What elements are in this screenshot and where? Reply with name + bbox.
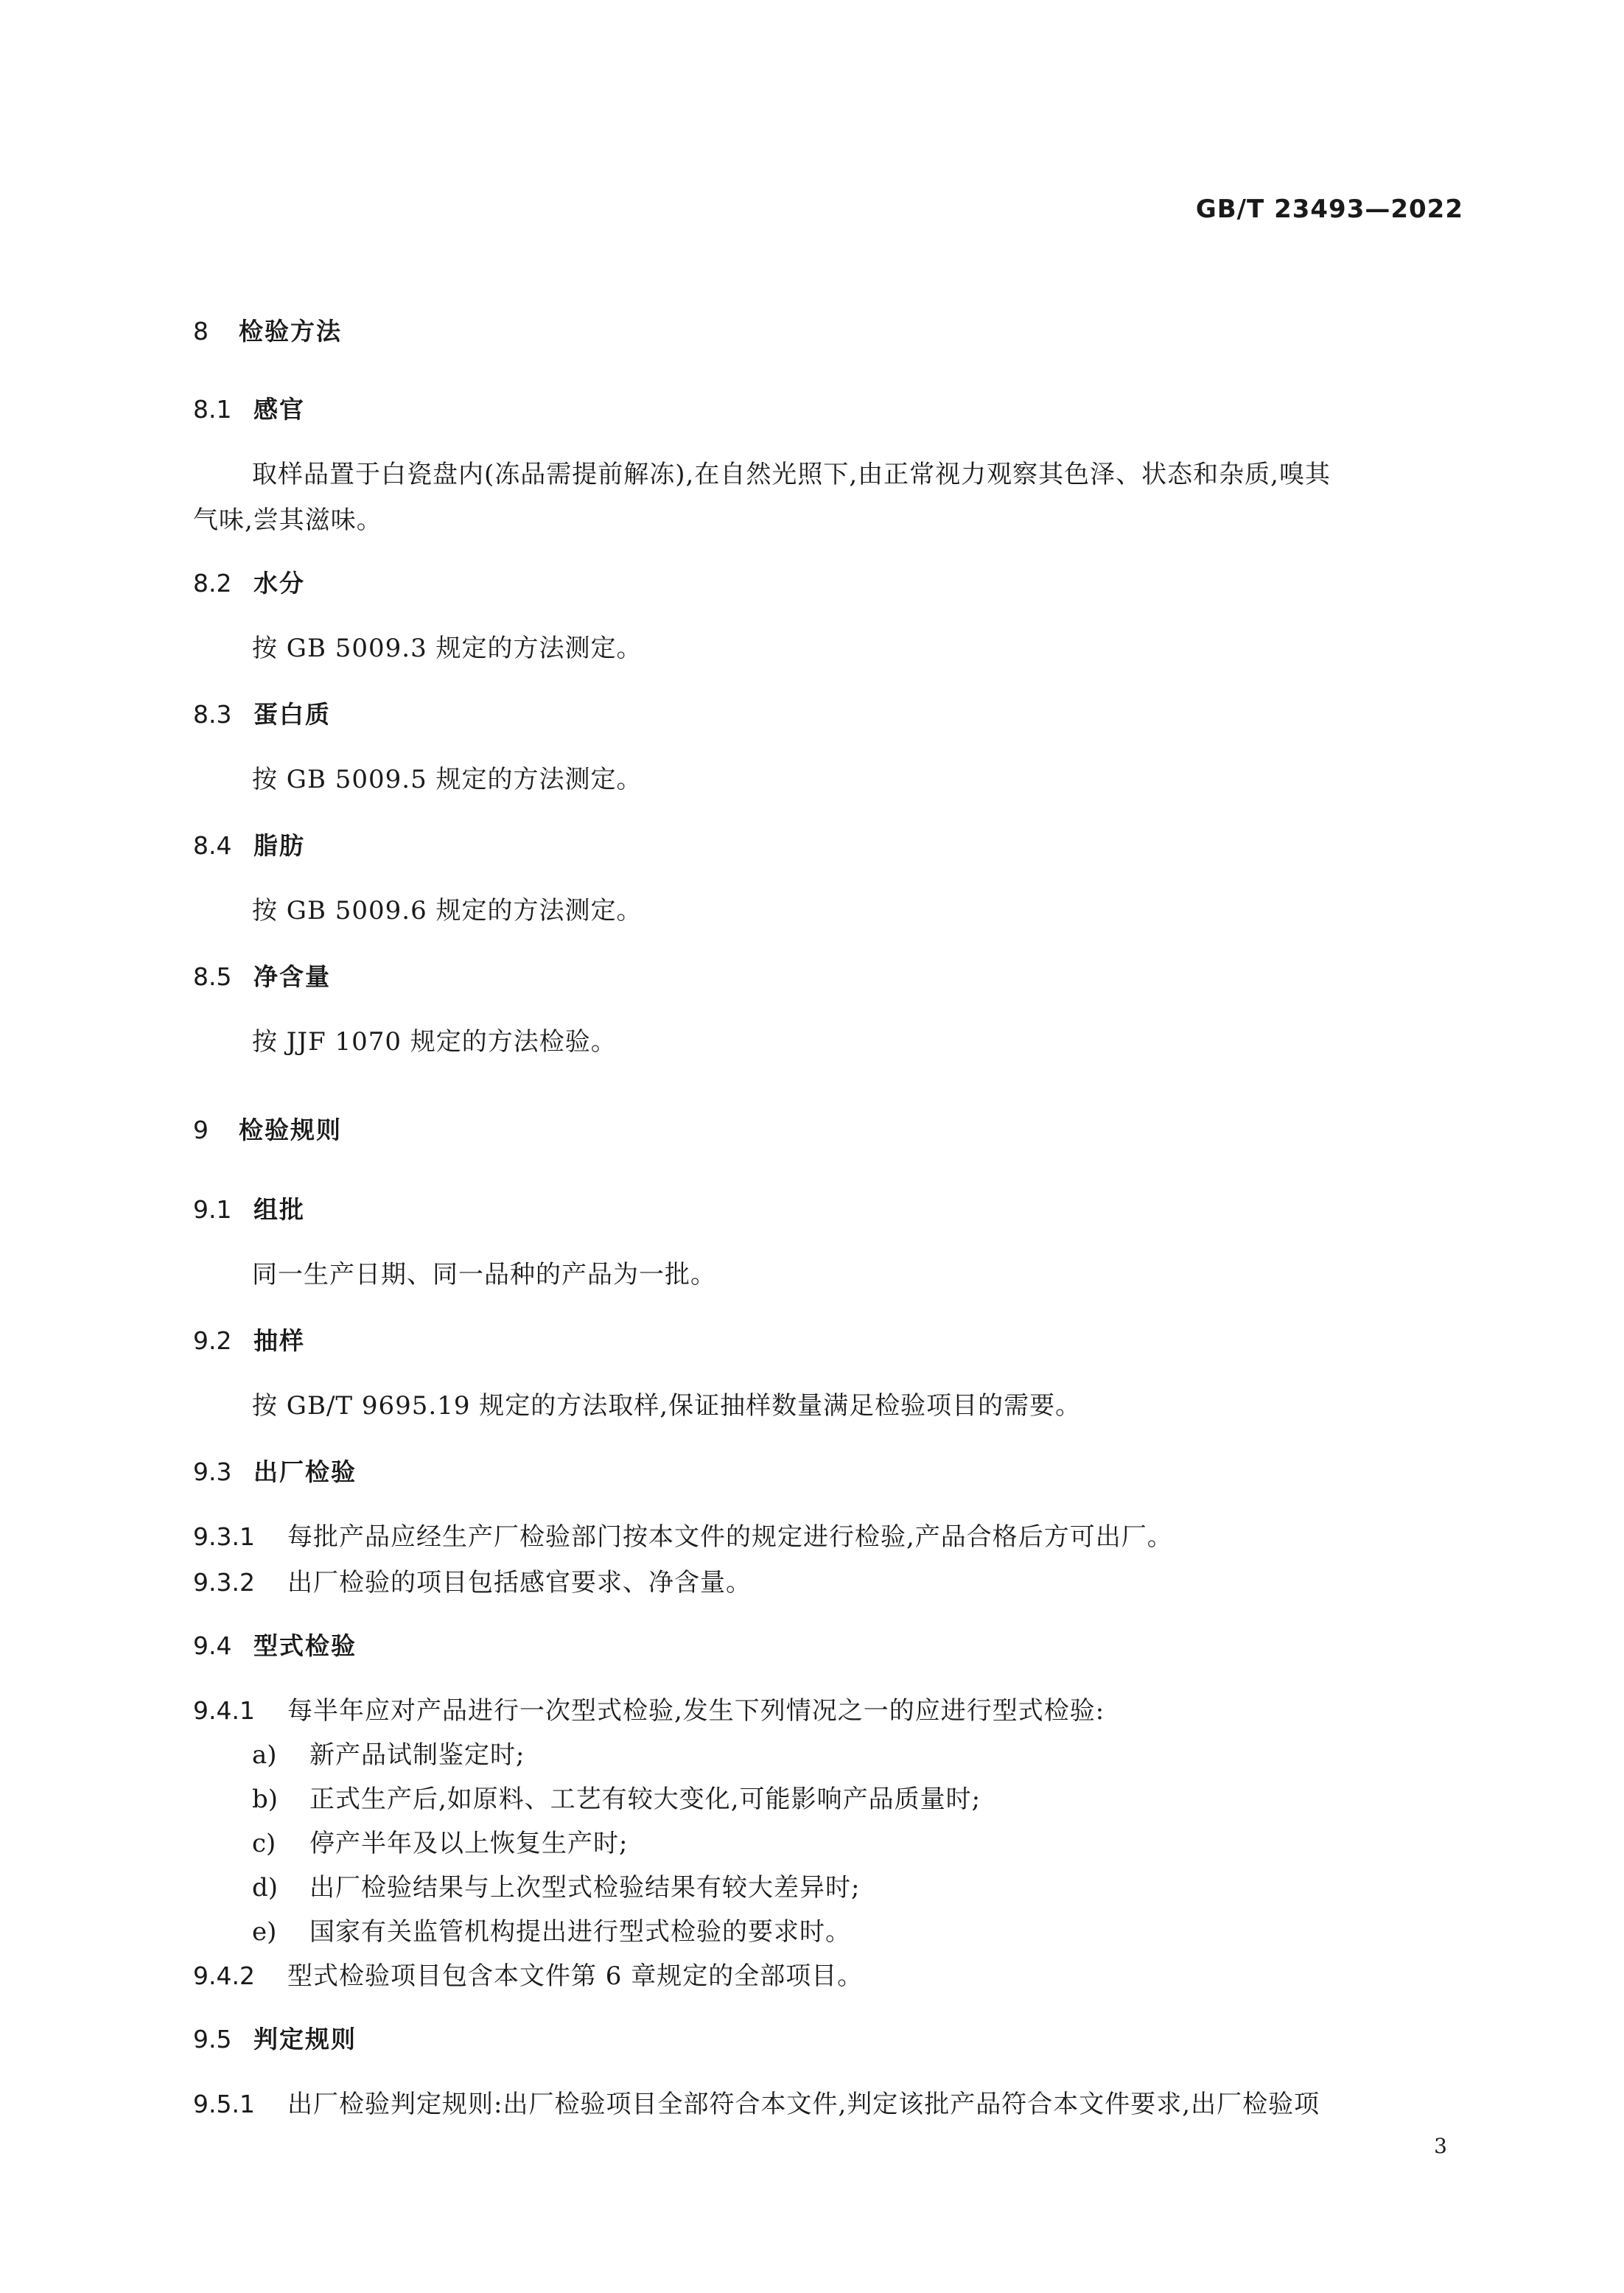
section-number: 9.3 [193, 1457, 232, 1486]
section-8-2-heading [193, 561, 1463, 606]
section-number: 8.3 [193, 700, 232, 729]
list-item-text: 正式生产后,如原料、工艺有较大变化,可能影响产品质量时; [309, 1785, 981, 1814]
section-9-2-paragraph: 按 GB/T 9695.19 规定的方法取样,保证抽样数量满足检验项目的需要。 [252, 1391, 1082, 1421]
list-item [252, 1777, 1463, 1821]
standard-code: GB/T 23493—2022 [1195, 195, 1463, 224]
section-title: 水分 [253, 569, 305, 598]
list-item-text: 新产品试制鉴定时; [309, 1740, 525, 1770]
section-8-3-paragraph: 按 GB 5009.5 规定的方法测定。 [252, 765, 643, 794]
list-item [252, 1821, 1463, 1866]
section-number: 8.5 [193, 962, 232, 991]
section-title: 型式检验 [253, 1631, 357, 1660]
clause-text: 出厂检验的项目包括感官要求、净含量。 [287, 1568, 752, 1597]
section-8-4-heading [193, 824, 1463, 868]
section-8-4-paragraph: 按 GB 5009.6 规定的方法测定。 [252, 896, 643, 925]
section-9-3-heading [193, 1450, 1463, 1494]
list-item-text: 出厂检验结果与上次型式检验结果有较大差异时; [309, 1873, 861, 1902]
clause-9-4-1 [193, 1689, 1463, 1733]
list-item-label: c) [252, 1829, 276, 1858]
list-item-label: d) [252, 1873, 279, 1902]
section-8-1-heading [193, 388, 1463, 432]
section-8-3-heading [193, 693, 1463, 737]
section-8-2-paragraph: 按 GB 5009.3 规定的方法测定。 [252, 634, 643, 663]
section-title: 判定规则 [253, 2025, 357, 2054]
clause-text: 每批产品应经生产厂检验部门按本文件的规定进行检验,产品合格后方可出厂。 [287, 1522, 1173, 1552]
clause-text: 每半年应对产品进行一次型式检验,发生下列情况之一的应进行型式检验: [287, 1696, 1105, 1726]
list-item-label: b) [252, 1785, 279, 1814]
clause-text: 出厂检验判定规则:出厂检验项目全部符合本文件,判定该批产品符合本文件要求,出厂检验项 [287, 2090, 1320, 2119]
section-9-1-heading [193, 1188, 1463, 1232]
section-8-1-paragraph-line-2: 气味,尝其滋味。 [193, 505, 382, 535]
page-number: 3 [1434, 2134, 1447, 2158]
section-title: 净含量 [253, 962, 331, 991]
section-number: 9.2 [193, 1326, 232, 1355]
clause-9-4-2 [193, 1954, 1463, 1998]
section-number: 8.1 [193, 395, 232, 424]
chapter-number: 9 [193, 1116, 209, 1144]
section-title: 抽样 [253, 1326, 305, 1355]
chapter-8-heading [193, 309, 1463, 354]
clause-number: 9.3.2 [193, 1568, 255, 1597]
clause-number: 9.3.1 [193, 1522, 255, 1551]
clause-9-3-2 [193, 1561, 1463, 1605]
section-9-4-heading [193, 1624, 1463, 1668]
chapter-number: 8 [193, 317, 209, 346]
list-item [252, 1910, 1463, 1954]
section-number: 8.4 [193, 831, 232, 860]
list-item-label: a) [252, 1740, 277, 1770]
section-number: 8.2 [193, 569, 232, 598]
list-item [252, 1866, 1463, 1910]
clause-number: 9.4.2 [193, 1961, 255, 1990]
clause-number: 9.4.1 [193, 1696, 255, 1725]
chapter-9-heading [193, 1108, 1463, 1152]
section-8-1-paragraph-line-1: 取样品置于白瓷盘内(冻品需提前解冻),在自然光照下,由正常视力观察其色泽、状态和杂质,嗅其 [252, 460, 1331, 489]
section-8-5-heading [193, 955, 1463, 999]
section-number: 9.4 [193, 1631, 232, 1660]
section-title: 出厂检验 [253, 1457, 357, 1486]
clause-text: 型式检验项目包含本文件第 6 章规定的全部项目。 [287, 1961, 864, 1991]
section-title: 脂肪 [253, 831, 305, 860]
list-item-label: e) [252, 1917, 277, 1947]
list-item [252, 1733, 1463, 1777]
section-number: 9.1 [193, 1195, 232, 1224]
list-item-text: 停产半年及以上恢复生产时; [309, 1829, 629, 1858]
clause-number: 9.5.1 [193, 2090, 255, 2118]
section-title: 感官 [253, 395, 305, 424]
section-title: 蛋白质 [253, 700, 331, 729]
section-title: 组批 [253, 1195, 305, 1224]
section-9-5-heading [193, 2017, 1463, 2062]
section-9-2-heading [193, 1319, 1463, 1363]
section-8-5-paragraph: 按 JJF 1070 规定的方法检验。 [252, 1027, 617, 1057]
chapter-title: 检验方法 [239, 317, 342, 346]
clause-9-5-1 [193, 2082, 1463, 2126]
list-item-text: 国家有关监管机构提出进行型式检验的要求时。 [309, 1917, 851, 1947]
chapter-title: 检验规则 [239, 1116, 342, 1144]
clause-9-3-1 [193, 1515, 1463, 1559]
section-9-1-paragraph: 同一生产日期、同一品种的产品为一批。 [252, 1260, 716, 1289]
section-number: 9.5 [193, 2025, 232, 2054]
